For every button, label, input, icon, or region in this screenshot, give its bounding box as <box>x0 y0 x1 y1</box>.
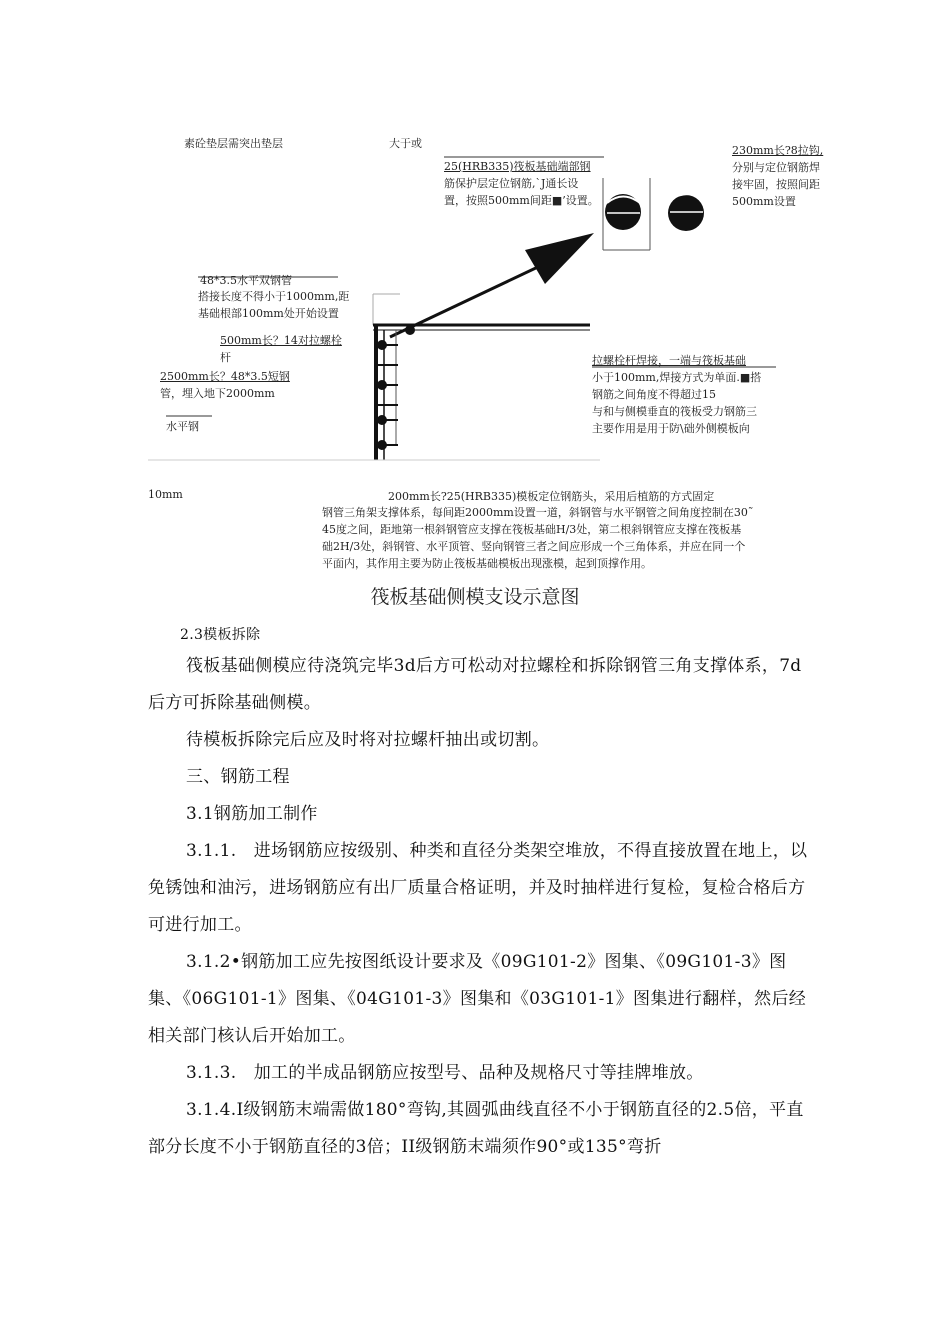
annotation-line: 45度之间，距地第一根斜钢管应支撑在筏板基础H/3处，第二根斜钢管应支撑在筏板基 <box>322 523 742 536</box>
annotation-line: 2500mm长？48*3.5短钢 <box>160 370 290 383</box>
annotation-weld <box>592 352 761 437</box>
annotation-line: 钢管三角架支撑体系，每间距2000mm设置一道，斜钢管与水平钢管之间角度控制在30˜ <box>322 506 754 519</box>
annotation-line: 25(HRB335)筏板基础端部钢 <box>444 160 591 173</box>
annotation-line: 与和与侧模垂直的筏板受力钢筋三 <box>592 405 757 418</box>
annotation-line: 接牢固，按照间距 <box>732 178 820 191</box>
paragraph: 待模板拆除完后应及时将对拉螺杆抽出或切割。 <box>186 730 550 750</box>
annotation-line: 钢筋之间角度不得超过15 <box>592 388 716 401</box>
figure-caption: 筏板基础侧模支设示意图 <box>370 586 580 608</box>
formwork-diagram <box>0 0 950 580</box>
annotation-horizontal-pipe: 48*3.5水平双钢管 <box>200 274 292 287</box>
body-text <box>148 622 808 1166</box>
annotation-bolt <box>220 332 342 366</box>
annotation-line: 500mm设置 <box>732 195 796 208</box>
annotation-10mm: 10mm <box>148 488 183 501</box>
section-heading-2-3: 2.3模板拆除 <box>180 627 261 643</box>
annotation-line: 230mm长?8拉钩, <box>732 144 824 157</box>
section-heading-3: 三、钢筋工程 <box>186 767 290 787</box>
paragraph: 3.1.3. 加工的半成品钢筋应按型号、品种及规格尺寸等挂牌堆放。 <box>186 1063 704 1083</box>
annotation-triangle-support <box>322 504 753 572</box>
paragraph: 3.1.4.I级钢筋末端需做180°弯钩,其圆弧曲线直径不小于钢筋直径的2.5倍，平直部分长度不小于钢筋直径的3倍；II级钢筋末端须作90°或135°弯折 <box>148 1100 804 1157</box>
annotation-short-pipe <box>160 368 290 400</box>
annotation-line: 搭接长度不得小于1000mm,距 <box>198 290 350 303</box>
annotation-top-cut-left: 素砼垫层需突出垫层 <box>184 137 283 150</box>
annotation-line: 小于100mm,焊接方式为单面.■搭 <box>592 371 762 384</box>
annotation-line: 基础根部100mm处开始设置 <box>198 307 339 320</box>
annotation-line: 杆 <box>220 351 231 364</box>
paragraph: 3.1.1. 进场钢筋应按级别、种类和直径分类架空堆放，不得直接放置在地上，以免锈蚀和油污，进场钢筋应有出厂质量合格证明，并及时抽样进行复检，复检合格后方可进行加工。 <box>148 841 808 935</box>
annotation-line: 础2H/3处，斜钢管、水平顶管、竖向钢管三者之间应形成一个三角体系，并应在同一个 <box>322 540 746 553</box>
annotation-line: 平面内，其作用主要为防止筏板基础模板出现涨模，起到顶撑作用。 <box>322 557 652 570</box>
paragraph: 筏板基础侧模应待浇筑完毕3d后方可松动对拉螺栓和拆除钢管三角支撑体系，7d后方可拆除基础侧模。 <box>148 656 802 713</box>
annotation-line: 管，埋入地下2000mm <box>160 387 275 400</box>
annotation-top-cut-mid: 大于或 <box>389 137 422 150</box>
annotation-end-rebar <box>444 158 599 209</box>
annotation-horizontal: 水平钢 <box>166 420 199 433</box>
annotation-line: 500mm长？14对拉螺栓 <box>220 334 342 347</box>
annotation-line: 分别与定位钢筋焊 <box>732 161 820 174</box>
section-heading-3-1: 3.1钢筋加工制作 <box>186 804 318 824</box>
annotation-line: 置，按照500mm间距■’设置。 <box>444 194 599 207</box>
annotation-hook <box>732 142 824 208</box>
rebar-section-right <box>668 195 704 231</box>
annotation-line: 筋保护层定位钢筋,`J通长设 <box>444 177 579 190</box>
paragraph: 3.1.2•钢筋加工应先按图纸设计要求及《09G101-2》图集、《09G101-3》图集、《06G101-1》图集、《04G101-3》图集和《03G101-1》图集进行翻样，然后经相关部门核认后开始加工。 <box>148 952 807 1046</box>
annotation-lap-length <box>198 288 350 320</box>
annotation-bottom-cut: 200mm长?25(HRB335)模板定位钢筋头，采用后植筋的方式固定 <box>388 490 715 503</box>
annotation-line: 拉螺栓杆焊接，一端与筏板基础 <box>592 354 746 367</box>
annotation-line: 主要作用是用于防\础外侧模板向 <box>592 422 750 435</box>
